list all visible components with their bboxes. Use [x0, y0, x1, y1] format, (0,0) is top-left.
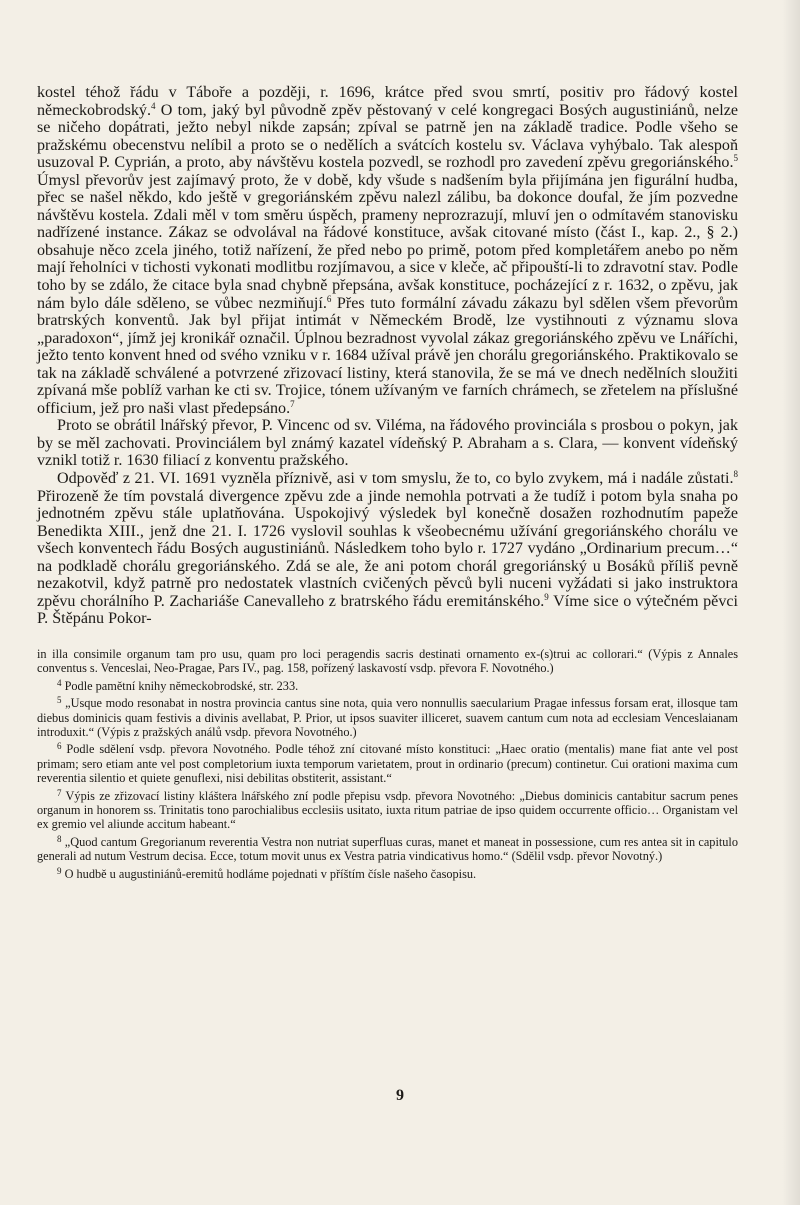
footnote-number: 6: [57, 741, 62, 752]
paragraph: [37, 84, 738, 417]
text-run: Odpověď z 21. VI. 1691 vyzněla příznivě, asi v tom smyslu, že to, co bylo zvykem, má i nadále zůstati.: [57, 470, 734, 488]
footnote-number: 7: [57, 787, 62, 798]
text-run: Přirozeně že tím povstalá divergence zpěvu zde a jinde nemohla potrvati a že tudíž i potom byla snaha po jednotném zpěvu stále uplatňována. Uspokojivý výsledek byl konečně dosažen rozhodnutím papeže Benedikta XIII., jenž dne 21. I. 1726 vyslovil souhlas k všeobecnému užívání gregoriánského chorálu ve všech konventech řádu Bosých augustiniánů. Následkem toho bylo r. 1727 vydáno „Ordinarium precum…“ na podkladě chorálu gregoriánského. Zdá se ale, že ani potom chorál gregoriánský u Bosáků příliš pevně nezakotvil, když patrně pro nedostatek vlastních cvičených pěvců byli nuceni vyžádati si jako instruktora zpěvu chorálního P. Zachariáše Canevalleho z bratrského řádu eremitánského.: [37, 487, 738, 610]
page-number: 9: [396, 1087, 404, 1104]
footnote-ref: 7: [290, 398, 295, 409]
footnote: [37, 679, 738, 693]
footnote-text: Podle pamětní knihy německobrodské, str. 233.: [61, 678, 299, 693]
footnote-ref: 9: [544, 591, 549, 602]
footnote-text: O hudbě u augustiniánů-eremitů hodláme pojednati v příštím čísle našeho časopisu.: [61, 866, 477, 881]
footnote-ref: 8: [733, 469, 738, 480]
text-run: O tom, jaký byl původně zpěv pěstovaný v celé kongregaci Bosých augustiniánů, nelze se ničeho dopátrati, ježto nebyl nikde zapsán; zpíval se patrně jen na základě tradice. Podle všeho se pražskému obecenstvu nelíbil a proto se o nedělích a svátcích kostelu sv. Václava vyhýbalo. Tak alespoň usuzoval P. Cyprián, a proto, aby návštěvu kostela pozvedl, se rozhodl pro zavedení zpěvu gregoriánského.: [37, 101, 738, 172]
footnote-text: Výpis ze zřizovací listiny kláštera lnářského zní podle přepisu vsdp. převora Novotného: „Diebus dominicis cantabitur sacrum penes organum in honorem ss. Trinitatis tono parochialibus ecclesiis usitato, iuxta ritum patriae de ipso quidem occurrente officio… Organistam vel ex gremio vel aliunde accitum habeant.“: [37, 788, 738, 832]
text-run: Víme sice o výtečném pěvci P. Štěpánu Pokor-: [37, 592, 738, 628]
footnotes: [37, 647, 738, 881]
footnote-number: 8: [57, 833, 62, 844]
footnote-text: „Usque modo resonabat in nostra provincia cantus sine nota, quia vero nonnullis saecularium Pragae infessus forsam erat, illosque tam diebus dominicis quam festivis a divinis avellabat, P. Prior, ut ipsos suaviter illiceret, suavem cantum cum nota ad ecclesiam Venceslaianam introduxit.“ (Výpis z pražských análů vsdp. převora Novotného.): [37, 696, 738, 739]
footnote-continuation: in illa consimile organum tam pro usu, quam pro loci peragendis sacris destinati ornamento ex-(s)trui ac collorari.“ (Výpis z Annales conventus s. Venceslai, Neo-Pragae, Pars IV., pag. 158, pořízený laskavostí vsdp. převora F. Novotného.): [37, 646, 738, 676]
text-run: kostel téhož řádu v Táboře a později, r. 1696, krátce před svou smrtí, positiv pro řádový kostel německobrodský.: [37, 84, 738, 119]
footnote: [37, 789, 738, 832]
footnote-number: 4: [57, 677, 62, 688]
paragraph: [37, 470, 738, 628]
footnote: [37, 835, 738, 864]
text-run: Úmysl převorův jest zajímavý proto, že v době, kdy všude s nadšením byla přijímána jen figurální hudba, přec se našel někdo, kdo ještě v gregoriánském zpěvu nalezl zálibu, ba dokonce doufal, že jím pozvedne návštěvu kostela. Zdali měl v tom směru úspěch, prameny neprozrazují, mluví jen o odmítavém stanovisku nadřízené instance. Zákaz se odvolával na řádové konstituce, avšak citované místo (část I., kap. 2., § 2.) obsahuje něco zcela jiného, totiž nařízení, že před nebo po primě, potom před kompletářem anebo po něm mají řeholníci v tichosti vykonati modlitbu rozjímavou, a sice v kleče, ač připouští-li to zdravotní stav. Podle toho by se zdálo, že citace byla snad chybně přepsána, avšak konstituce, pocházející z r. 1632, o zpěvu, jak nám bylo dále sděleno, se vůbec nezmiňují.: [37, 171, 738, 312]
footnote: [37, 696, 738, 739]
footnote: [37, 867, 738, 881]
footnote: [37, 742, 738, 785]
main-text: [37, 84, 738, 628]
text-run: Přes tuto formální závadu zákazu byl sdělen všem převorům bratrských konventů. Jak byl přijat intimát v Německém Brodě, lze vystihnouti z významu slova „paradoxon“, jímž jej kronikář označil. Úplnou bezradnost vyvolal zákaz gregoriánského zpěvu ve Lnáříchi, ježto tento konvent hned od svého vzniku v r. 1684 užíval právě jen chorálu gregoriánského. Praktikovalo se tak na základě schválené a potvrzené zřizovací listiny, která stanovila, že se má ve dnech nedělních sloužiti zpívaná mše poblíž varhan ke cti sv. Trojice, tónem užívaným ve farních chrámech, se zřetelem na příslušné officium, jež pro naši vlast předepsáno.: [37, 294, 739, 417]
footnote-number: 9: [57, 865, 62, 876]
footnote-ref: 4: [150, 100, 156, 111]
footnote-ref: 6: [326, 293, 332, 304]
footnote-ref: 5: [733, 153, 738, 164]
footnote-number: 5: [57, 695, 62, 706]
footnote-text: Podle sdělení vsdp. převora Novotného. Podle téhož zní citované místo konstituci: „Haec oratio (mentalis) mane fiat ante vel post primam; sero etiam ante vel post completorium iuxta temporum varietatem, prout in ordinario (precum) continetur. Cui orationi maxima cum reverentia silentio et quiete genuflexi, nisi debilitas obstiterit, assistant.“: [37, 742, 738, 786]
footnote-text: „Quod cantum Gregorianum reverentia Vestra non nutriat superfluas curas, manet et maneat in possessione, cum res antea sit in capitulo generali ad nutum Vestrum decisa. Ecce, totum movit unus ex Vestra patria vindicativus homo.“ (Sdělil vsdp. převor Novotný.): [37, 834, 738, 864]
paragraph: Proto se obrátil lnářský převor, P. Vincenc od sv. Viléma, na řádového provinciála s prosbou o pokyn, jak by se měl zachovati. Provinciálem byl známý kazatel vídeňský P. Abraham a s. Clara, — konvent vídeňský vznikl totiž r. 1630 filiací z konventu pražského.: [37, 417, 738, 470]
